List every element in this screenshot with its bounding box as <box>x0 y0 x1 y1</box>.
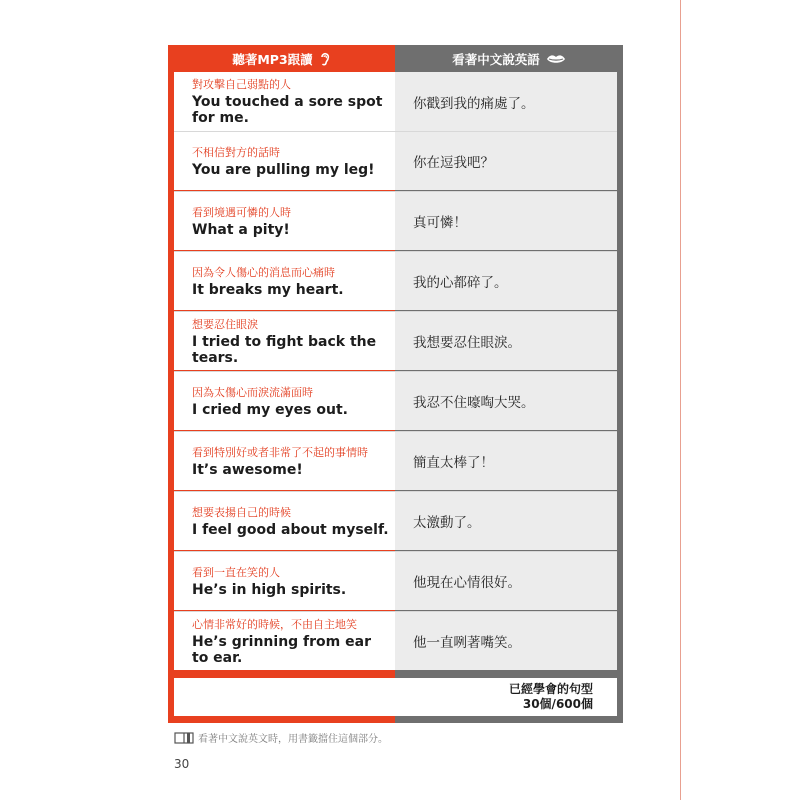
learned-count: 30個/600個 <box>522 697 593 711</box>
english-phrase: He’s grinning from ear to ear. <box>192 633 371 666</box>
chinese-phrase: 我想要忍住眼淚。 <box>395 311 617 370</box>
context-text: 看到境遇可憐的人時 <box>192 205 291 219</box>
chinese-phrase: 我的心都碎了。 <box>395 251 617 310</box>
english-cell <box>174 72 395 131</box>
header-listen-title: 聽著MP3跟讀 <box>232 51 313 67</box>
chinese-phrase: 你戳到我的痛處了。 <box>395 72 617 131</box>
context-text: 看到一直在笑的人 <box>192 565 280 579</box>
english-phrase: You touched a sore spot for me. <box>192 93 383 126</box>
table-row <box>168 491 623 550</box>
english-phrase: I tried to fight back the tears. <box>192 333 377 366</box>
book-icon <box>174 732 194 744</box>
english-cell <box>174 251 395 310</box>
english-cell <box>174 371 395 430</box>
table-row <box>168 191 623 250</box>
context-text: 對攻擊自己弱點的人 <box>192 77 291 91</box>
ear-icon <box>319 52 331 66</box>
english-cell <box>174 191 395 250</box>
context-text: 想要忍住眼淚 <box>192 317 258 331</box>
table-row <box>168 251 623 310</box>
chinese-phrase: 太激動了。 <box>395 491 617 550</box>
english-phrase: It breaks my heart. <box>192 281 344 298</box>
rows-container <box>168 72 623 672</box>
context-text: 想要表揚自己的時候 <box>192 505 291 519</box>
table-row <box>168 551 623 610</box>
table-row <box>168 72 623 131</box>
chinese-phrase: 我忍不住嚎啕大哭。 <box>395 371 617 430</box>
context-text: 心情非常好的時候，不由自主地笑 <box>192 617 357 631</box>
context-text: 不相信對方的話時 <box>192 145 280 159</box>
table-row <box>168 611 623 670</box>
table-row <box>168 431 623 490</box>
phrase-table <box>168 45 623 723</box>
header-speak-title: 看著中文說英語 <box>452 51 540 67</box>
lips-icon <box>546 54 566 64</box>
chinese-phrase: 簡直太棒了！ <box>395 431 617 490</box>
english-phrase: You are pulling my leg! <box>192 161 375 178</box>
english-cell <box>174 131 395 190</box>
english-phrase: What a pity! <box>192 221 290 238</box>
context-text: 因為太傷心而淚流滿面時 <box>192 385 313 399</box>
header-listen <box>168 45 395 72</box>
english-phrase: I cried my eyes out. <box>192 401 348 418</box>
chinese-phrase: 真可憐！ <box>395 191 617 250</box>
context-text: 因為令人傷心的消息而心痛時 <box>192 265 335 279</box>
bookmark-note <box>174 730 388 745</box>
english-phrase: He’s in high spirits. <box>192 581 347 598</box>
progress-footer <box>174 678 617 716</box>
learned-label: 已經學會的句型 <box>508 682 593 696</box>
chinese-phrase: 他現在心情很好。 <box>395 551 617 610</box>
english-cell <box>174 491 395 550</box>
english-cell <box>174 311 395 370</box>
english-cell <box>174 611 395 670</box>
english-phrase: I feel good about myself. <box>192 521 389 538</box>
context-text: 看到特別好或者非常了不起的事情時 <box>192 445 368 459</box>
table-row <box>168 131 623 190</box>
table-row <box>168 311 623 370</box>
note-text: 看著中文說英文時，用書籤擋住這個部分。 <box>198 734 388 745</box>
page-edge-line <box>680 0 681 800</box>
english-cell <box>174 551 395 610</box>
header-speak <box>395 45 623 72</box>
page-number: 30 <box>174 757 190 771</box>
chinese-phrase: 你在逗我吧？ <box>395 131 617 190</box>
chinese-phrase: 他一直咧著嘴笑。 <box>395 611 617 670</box>
english-phrase: It’s awesome! <box>192 461 303 478</box>
english-cell <box>174 431 395 490</box>
table-row <box>168 371 623 430</box>
